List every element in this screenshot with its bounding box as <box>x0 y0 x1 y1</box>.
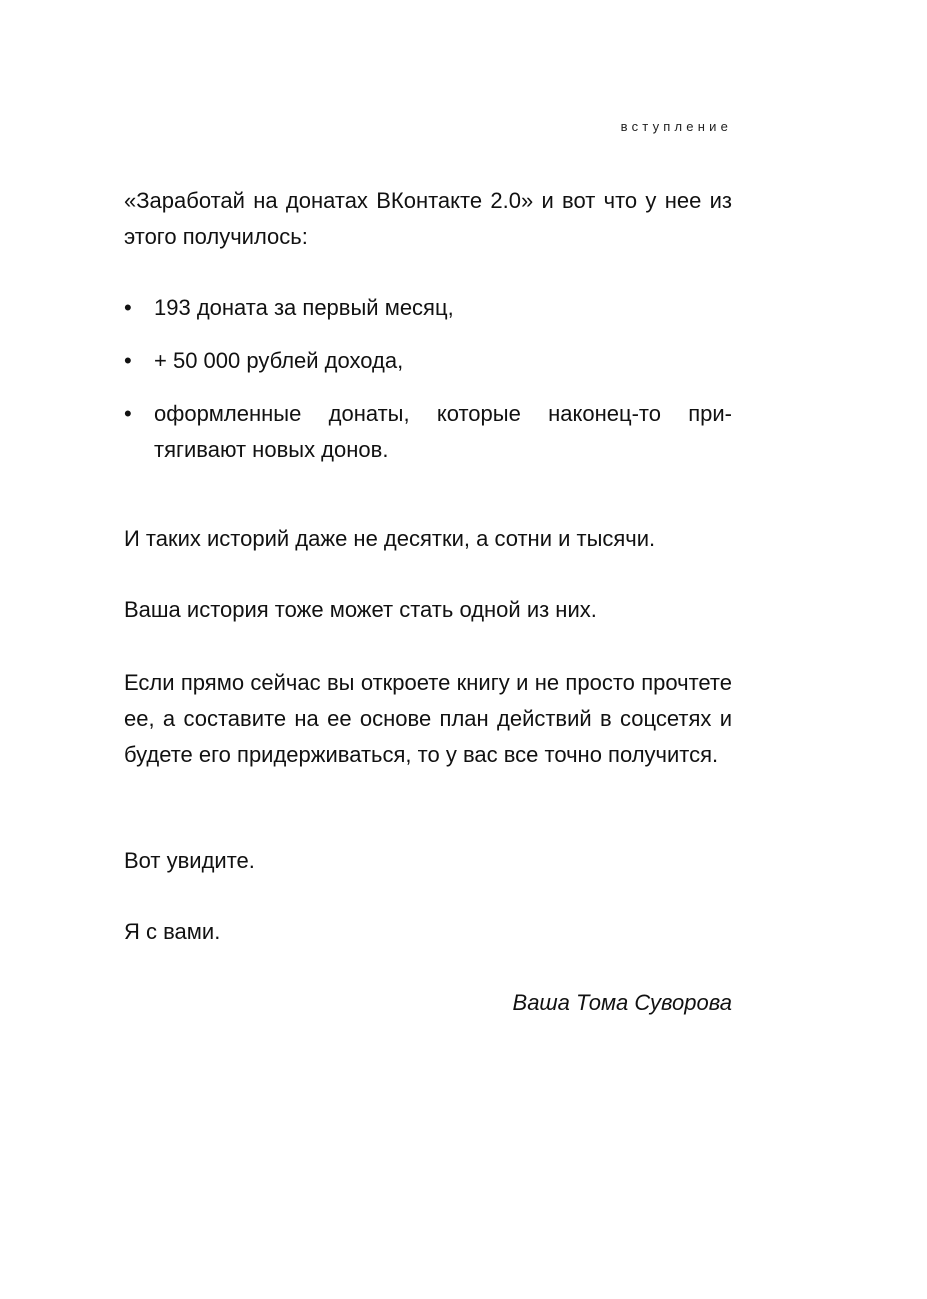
paragraph-your-story: Ваша история тоже может стать одной из них. <box>124 597 597 622</box>
list-item <box>124 343 732 379</box>
bullet-icon: • <box>124 295 132 320</box>
paragraph-stories: И таких историй даже не десятки, а сотни и тысячи. <box>124 526 656 551</box>
list-item <box>124 396 732 468</box>
results-list <box>124 290 732 485</box>
author-signature: Ваша Тома Суворова <box>512 990 732 1015</box>
bullet-icon: • <box>124 348 132 373</box>
list-item-text: оформленные донаты, которые наконец-то притягивают новых донов. <box>154 401 732 462</box>
list-item-text: 193 доната за первый месяц, <box>154 295 454 320</box>
running-head: вступление <box>620 119 732 134</box>
list-item <box>124 290 732 326</box>
paragraph-with-you: Я с вами. <box>124 919 221 944</box>
paragraph-action-plan: Если прямо сейчас вы откроете книгу и не просто прочтете ее, а составите на ее основе план действий в соцсетях и будете его придерживаться, то у вас все точно получится. <box>124 670 732 767</box>
paragraph-you-will-see: Вот увидите. <box>124 848 255 873</box>
bullet-icon: • <box>124 401 132 426</box>
paragraph-intro: «Заработай на донатах ВКонтакте 2.0» и вот что у нее из этого получилось: <box>124 188 732 249</box>
list-item-text: + 50 000 рублей дохода, <box>154 348 404 373</box>
